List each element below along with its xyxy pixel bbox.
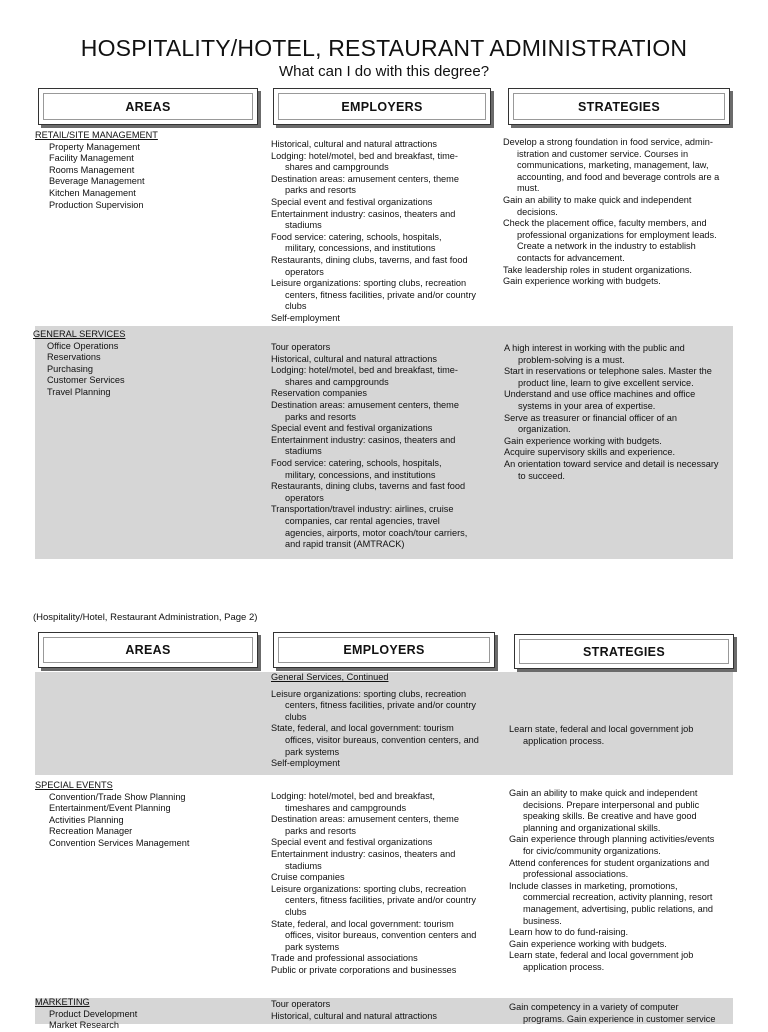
- employer-line: Restaurants, dining clubs, taverns, and fast food: [271, 254, 468, 265]
- strategy-line: contacts for advancement.: [517, 252, 625, 263]
- strategy-line: programs. Gain experience in customer service: [523, 1013, 716, 1024]
- employer-line: clubs: [285, 711, 307, 722]
- employer-line: centers, fitness facilities, private and/or country: [285, 289, 476, 300]
- employer-line: Historical, cultural and natural attractions: [271, 139, 437, 149]
- employer-line: Entertainment industry: casinos, theaters and: [271, 208, 456, 219]
- employer-line: operators: [285, 492, 324, 503]
- employer-line: Self-employment: [271, 312, 340, 323]
- special-areas: [35, 780, 189, 850]
- strategy-line: An orientation toward service and detail is necessary: [504, 458, 719, 469]
- area-item: Activities Planning: [49, 814, 124, 825]
- strategy-line: Learn state, federal and local government job: [509, 950, 694, 961]
- strategy-line: professional organizations for employment leads.: [517, 229, 717, 240]
- strategy-line: istration and customer service. Courses in: [517, 148, 689, 159]
- employer-line: Destination areas: amusement centers, theme: [271, 173, 459, 184]
- strategy-line: Gain experience working with budgets.: [504, 435, 662, 446]
- areas-header-page2: [38, 632, 258, 668]
- strategy-line: planning and organizational skills.: [523, 822, 661, 833]
- area-item: Product Development: [49, 1008, 138, 1019]
- employer-line: companies, car rental agencies, travel: [285, 515, 440, 526]
- strategy-line: Attend conferences for student organizations and: [509, 857, 710, 868]
- strategy-line: Gain competency in a variety of computer: [509, 1002, 679, 1012]
- area-item: Property Management: [49, 141, 140, 152]
- employer-line: Public or private corporations and businesses: [271, 964, 457, 975]
- employer-line: timeshares and campgrounds: [285, 802, 407, 813]
- employer-line: stadiums: [285, 446, 322, 457]
- employer-line: offices, visitor bureaus, convention centers, and: [285, 734, 479, 745]
- area-item: Convention Services Management: [49, 837, 190, 848]
- employer-line: Lodging: hotel/motel, bed and breakfast, time-: [271, 150, 458, 161]
- employer-line: parks and resorts: [285, 825, 356, 836]
- employer-line: shares and campgrounds: [285, 162, 389, 173]
- areas-header: [38, 88, 258, 125]
- strategies-header: [508, 88, 730, 125]
- page-title: HOSPITALITY/HOTEL, RESTAURANT ADMINISTRATION: [80, 35, 688, 61]
- employer-line: State, federal, and local government: tourism: [271, 918, 454, 929]
- strategy-line: Learn state, federal and local government job: [509, 724, 694, 734]
- employer-line: Destination areas: amusement centers, theme: [271, 399, 459, 410]
- employer-line: shares and campgrounds: [285, 376, 389, 387]
- strategy-line: commercial recreation, activity planning, resort: [523, 892, 713, 903]
- general-cont-employers: [271, 672, 479, 770]
- employer-line: centers, fitness facilities, private and/or country: [285, 700, 476, 711]
- employer-line: Food service: catering, schools, hospitals,: [271, 457, 442, 468]
- employer-line: stadiums: [285, 860, 322, 871]
- strategy-line: Gain an ability to make quick and independent: [503, 194, 692, 205]
- strategy-line: Create a network in the industry to establish: [517, 241, 696, 252]
- area-item: Beverage Management: [49, 176, 145, 187]
- retail-areas: [35, 130, 158, 211]
- employer-line: Historical, cultural and natural attractions: [271, 1010, 437, 1021]
- strategy-line: communications, marketing, management, law,: [517, 160, 709, 171]
- strategy-line: for civic/community organizations.: [523, 845, 661, 856]
- area-item: Customer Services: [47, 375, 125, 386]
- employer-line: offices, visitor bureaus, convention centers and: [285, 930, 477, 941]
- strategy-line: professional associations.: [523, 869, 629, 880]
- strategy-line: Take leadership roles in student organizations.: [503, 264, 692, 275]
- employer-line: clubs: [285, 906, 307, 917]
- general-employers: [271, 342, 467, 551]
- strategy-line: accounting, and food and beverage controls are a: [517, 171, 720, 182]
- strategy-line: Acquire supervisory skills and experience.: [504, 447, 676, 458]
- employer-line: Transportation/travel industry: airlines, cruise: [271, 504, 454, 515]
- strategy-line: business.: [523, 915, 562, 926]
- area-item: Market Research: [49, 1020, 119, 1031]
- employer-line: Special event and festival organizations: [271, 837, 433, 848]
- employers-header-page2: [273, 632, 495, 668]
- employer-line: and rapid transit (AMTRACK): [285, 539, 405, 550]
- general-cont-strategies: [509, 724, 693, 747]
- strategy-line: organization.: [518, 424, 571, 435]
- strategy-line: speaking skills. Be creative and have good: [523, 811, 697, 822]
- area-item: Convention/Trade Show Planning: [49, 791, 186, 802]
- employer-line: Restaurants, dining clubs, taverns and fast food: [271, 481, 466, 492]
- employer-line: military, concessions, and institutions: [285, 469, 436, 480]
- strategy-line: product line, learn to give excellent service.: [518, 377, 694, 388]
- special-strategies: [509, 788, 714, 974]
- marketing-employers: [271, 999, 437, 1022]
- employer-line: Food service: catering, schools, hospitals,: [271, 231, 442, 242]
- employer-line: clubs: [285, 301, 307, 312]
- marketing-strategies: [509, 1002, 716, 1025]
- strategy-line: Develop a strong foundation in food service, admin-: [503, 137, 713, 147]
- employer-line: Historical, cultural and natural attractions: [271, 353, 437, 364]
- strategy-line: Serve as treasurer or financial officer of an: [504, 412, 677, 423]
- employer-line: Leisure organizations: sporting clubs, recreation: [271, 278, 467, 289]
- employer-line: Cruise companies: [271, 872, 345, 883]
- employer-line: Tour operators: [271, 342, 331, 352]
- strategies-header-label: STRATEGIES: [519, 639, 729, 664]
- special-employers: [271, 791, 476, 977]
- area-item: Recreation Manager: [49, 826, 133, 837]
- general-strategies: [504, 343, 719, 482]
- area-item: Travel Planning: [47, 386, 111, 397]
- marketing-areas: [35, 997, 137, 1032]
- employers-header: [273, 88, 491, 125]
- retail-heading: RETAIL/SITE MANAGEMENT: [35, 130, 158, 140]
- strategy-line: Include classes in marketing, promotions,: [509, 880, 678, 891]
- special-heading: SPECIAL EVENTS: [35, 780, 113, 790]
- employer-line: Entertainment industry: casinos, theaters and: [271, 848, 456, 859]
- strategy-line: decisions. Prepare interpersonal and public: [523, 799, 700, 810]
- general-heading: GENERAL SERVICES: [33, 329, 126, 339]
- employer-line: Destination areas: amusement centers, theme: [271, 814, 459, 825]
- strategy-line: systems in your area of expertise.: [518, 400, 656, 411]
- page-subtitle: What can I do with this degree?: [278, 63, 490, 80]
- strategy-line: Check the placement office, faculty members, and: [503, 218, 707, 229]
- strategy-line: Gain an ability to make quick and independent: [509, 788, 698, 798]
- employer-line: park systems: [285, 941, 340, 952]
- general-cont-heading: General Services, Continued: [271, 672, 389, 682]
- strategy-line: Start in reservations or telephone sales. Master the: [504, 366, 712, 377]
- strategy-line: problem-solving is a must.: [518, 354, 625, 365]
- strategy-line: Gain experience working with budgets.: [509, 938, 667, 949]
- strategy-line: decisions.: [517, 206, 558, 217]
- area-item: Office Operations: [47, 340, 119, 351]
- marketing-heading: MARKETING: [35, 997, 90, 1007]
- employer-line: State, federal, and local government: tourism: [271, 723, 454, 734]
- strategy-line: application process.: [523, 961, 605, 972]
- strategy-line: Gain experience through planning activities/events: [509, 834, 715, 845]
- employer-line: Reservation companies: [271, 388, 368, 399]
- retail-employers: [271, 139, 476, 325]
- employer-line: centers, fitness facilities, private and/or country: [285, 895, 476, 906]
- employer-line: military, concessions, and institutions: [285, 243, 436, 254]
- strategy-line: Understand and use office machines and office: [504, 389, 696, 400]
- employers-header-label: EMPLOYERS: [278, 93, 486, 120]
- strategy-line: application process.: [523, 735, 605, 746]
- area-item: Production Supervision: [49, 199, 144, 210]
- employer-line: Special event and festival organizations: [271, 423, 433, 434]
- employer-line: Lodging: hotel/motel, bed and breakfast, time-: [271, 365, 458, 376]
- employer-line: parks and resorts: [285, 411, 356, 422]
- employer-line: parks and resorts: [285, 185, 356, 196]
- page2-caption: (Hospitality/Hotel, Restaurant Administration, Page 2): [33, 612, 258, 623]
- employer-line: stadiums: [285, 220, 322, 231]
- employer-line: Lodging: hotel/motel, bed and breakfast,: [271, 791, 435, 801]
- employer-line: agencies, airports, motor coach/tour carriers,: [285, 527, 468, 538]
- area-item: Rooms Management: [49, 164, 135, 175]
- strategy-line: Gain experience working with budgets.: [503, 276, 661, 287]
- strategy-line: to succeed.: [518, 470, 565, 481]
- employer-line: Trade and professional associations: [271, 953, 418, 964]
- area-item: Reservations: [47, 352, 101, 363]
- strategies-header-label: STRATEGIES: [513, 93, 725, 120]
- employer-line: Entertainment industry: casinos, theaters and: [271, 434, 456, 445]
- area-item: Facility Management: [49, 153, 134, 164]
- area-item: Kitchen Management: [49, 187, 136, 198]
- employer-line: Special event and festival organizations: [271, 196, 433, 207]
- strategies-header-page2: [514, 634, 734, 669]
- areas-header-label: AREAS: [43, 637, 253, 663]
- employer-line: operators: [285, 266, 324, 277]
- employer-line: Self-employment: [271, 758, 340, 769]
- strategy-line: Learn how to do fund-raising.: [509, 927, 629, 938]
- area-item: Entertainment/Event Planning: [49, 803, 171, 814]
- general-areas: [33, 329, 125, 399]
- employer-line: park systems: [285, 746, 340, 757]
- retail-strategies: [503, 137, 719, 288]
- areas-header-label: AREAS: [43, 93, 253, 120]
- strategy-line: management, advertising, public relations, and: [523, 903, 713, 914]
- strategy-line: must.: [517, 183, 540, 194]
- strategy-line: A high interest in working with the public and: [504, 343, 685, 353]
- employers-header-label: EMPLOYERS: [278, 637, 490, 663]
- employer-line: Leisure organizations: sporting clubs, recreation: [271, 883, 467, 894]
- employer-line: Leisure organizations: sporting clubs, recreation: [271, 688, 467, 699]
- area-item: Purchasing: [47, 363, 93, 374]
- employer-line: Tour operators: [271, 999, 331, 1009]
